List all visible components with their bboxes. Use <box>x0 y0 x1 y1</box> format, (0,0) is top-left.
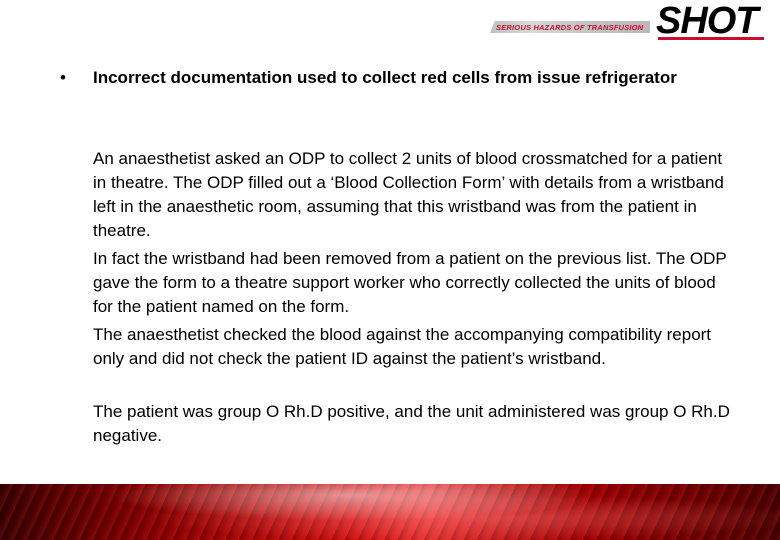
case-paragraph-2: In fact the wristband had been removed from a patient on the previous list. The ODP gave the form to a theatre support worker who correctly collected the units of blood for the patient named on the form. <box>93 249 727 316</box>
case-paragraph-3: The anaesthetist checked the blood against the accompanying compatibility report only and did not check the patient ID against the patient’s wristband. <box>93 325 712 368</box>
logo-tagline: SERIOUS HAZARDS OF TRANSFUSION <box>496 23 644 32</box>
case-paragraph-4: The patient was group O Rh.D positive, and the unit administered was group O Rh.D negative. <box>93 402 730 445</box>
bullet-heading: Incorrect documentation used to collect red cells from issue refrigerator <box>93 68 677 87</box>
logo-wordmark: SHOT <box>656 0 758 42</box>
shot-logo <box>0 0 780 48</box>
footer-red-band <box>0 484 780 540</box>
case-paragraph-1: An anaesthetist asked an ODP to collect 2 units of blood crossmatched for a patient in theatre. The ODP filled out a ‘Blood Collection Form’ with details from a wristband left in the anaesthetic room, assuming that this wristband was from the patient in theatre. <box>93 149 724 240</box>
bullet-marker: • <box>60 68 66 87</box>
